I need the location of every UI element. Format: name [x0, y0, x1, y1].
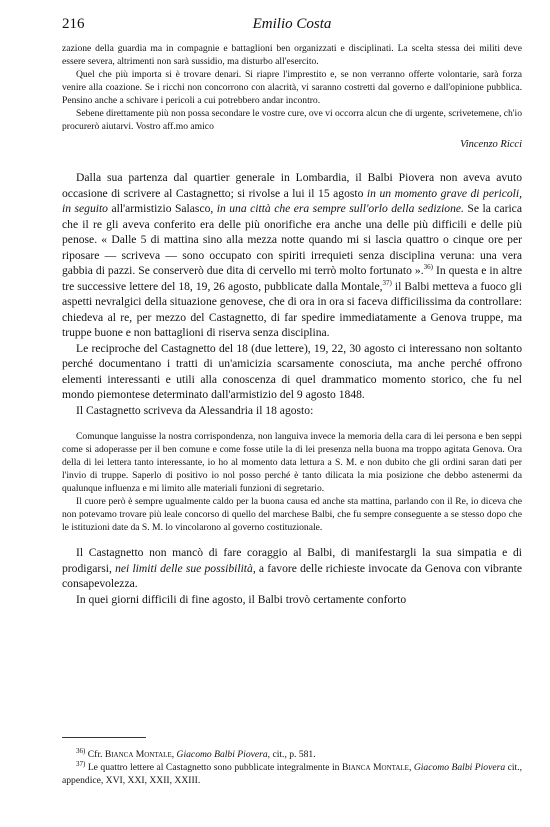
letter-paragraph: zazione della guardia ma in compagnie e battaglioni ben organizzati e disciplinati. La scelta stessa dei militi deve essere severa, altrimenti non sarà sussidio, ma disturbo all'esercito. — [62, 43, 522, 67]
block-quote — [62, 430, 522, 534]
footnote-rule — [62, 737, 146, 738]
body-paragraph: In quei giorni difficili di fine agosto, il Balbi trovò certamente conforto — [76, 592, 407, 606]
running-title: Emilio Costa — [252, 16, 332, 32]
letter-paragraph: Sebene direttamente più non possa secondare le vostre cure, ove vi occorra alcun che di urgente, scrivetemene, ch'io procurerò aiutarvi. Vostro aff.mo amico — [62, 108, 522, 132]
quote-paragraph: Comunque languisse la nostra corrispondenza, non languiva invece la memoria della cara di lei persona e ben seppi come si adoperasse per il ben comune e come fosse utile la di lei presenza nella buona ma troppo agitata Genova. Ora della di lei lettera tanto interessante, io ho al momento data lettura a S. M. e non dubito che gli ordini saran dati per l'invio di truppe. Saperlo di positivo io nol posso perché è tanto dilicata la mia posizione che debbo astenermi da qualunque influenza e mi limito alle materiali funzioni di segretario. — [62, 431, 522, 494]
footnote-ref-37[interactable]: 37) — [382, 278, 392, 287]
body-paragraph: Il Castagnetto non mancò di fare coraggio al Balbi, di manifestargli la sua simpatia e di prodigarsi, nei limiti delle sue possibilità, a favore delle richieste invocate da Genova con vibrante consapevolezza. — [62, 546, 523, 590]
running-head — [62, 16, 522, 42]
body-paragraph: Il Castagnetto scriveva da Alessandria il 18 agosto: — [76, 403, 314, 417]
body-paragraph: Le reciproche del Castagnetto del 18 (due lettere), 19, 22, 30 agosto ci interessano non soltanto perché documentano i tratti di un'amicizia scarsamente conosciuta, ma anche perché offrono elementi interessanti e utili alla conoscenza di quel drammatico momento storico, che fu nel mondo piemontese determinato dall'armistizio del 9 agosto 1848. — [62, 341, 522, 401]
footnotes — [62, 748, 522, 787]
letter-end — [62, 42, 522, 150]
letter-signature: Vincenzo Ricci — [460, 139, 522, 150]
footnote-37: $^{37)}$ Le quattro lettere al Castagnetto sono pubblicate integralmente in Bianca Montale, Giacomo Balbi Piovera cit., appendice, XVI, XXI, XXII, XXIII. — [62, 759, 523, 786]
letter-paragraph: Quel che più importa si è trovare denari. Si riapre l'imprestito e, se non verranno offerte volontarie, sarà forza venire alla coazione. Se i ricchi non concorrono con alacrità, vi saranno costretti dal governo e dall'opinione pubblica. Pensino anche a schivare i pericoli a cui potrebbero andar incontro. — [62, 69, 522, 106]
body-paragraph: Dalla sua partenza dal quartier generale in Lombardia, il Balbi Piovera non aveva avuto occasione di scrivere al Castagnetto; si rivolse a lui il 15 agosto in un momento grave di pericoli, in seguito all'armistizio Salasco, in una città che era sempre sull'orlo della sedizione. Se la carica che il re gli aveva conferito era delle più onorifiche era anche una delle più difficili e delle più penose. « Dalle 5 di mattina sino alla mezza notte quando mi si lascia quattro o cinque ore per riposare — scriveva — sono occupato con spiriti irrequieti senza disciplina veruna: una vera gabbia di pazzi. Se conserverò due dita di cervello mi terrò molto fortunato ».$^{36)}$ In questa e in altre tre successive lettere del 18, 19, 26 agosto, pubblicate dalla Montale,$^{37)}$ il Balbi metteva a fuoco gli aspetti nevralgici della situazione genovese, che di ora in ora si faceva difficilissima da controllare: chiedeva al re, per mezzo del Castagnetto, di far spedire immediatamente a Genova truppe, ma truppe buone e non battaglioni di riserva senza disciplina. — [62, 171, 522, 339]
footnote-36: $^{36)}$ Cfr. Bianca Montale, Giacomo Balbi Piovera, cit., p. 581. — [76, 746, 316, 760]
footnote-ref-36[interactable]: 36) — [423, 263, 433, 272]
quote-paragraph: Il cuore però è sempre ugualmente caldo per la buona causa ed anche sta mattina, parlando con il Re, io diceva che non potevamo trovare più leale concorso di quello del marchese Balbi, che fu sempre conseguente a se stesso dopo che le istituzioni date da S. M. lo vincolarono al governo costituzionale. — [62, 496, 522, 533]
page-number: 216 — [62, 16, 85, 32]
body-text — [62, 170, 522, 418]
body-text-continued — [62, 545, 522, 607]
